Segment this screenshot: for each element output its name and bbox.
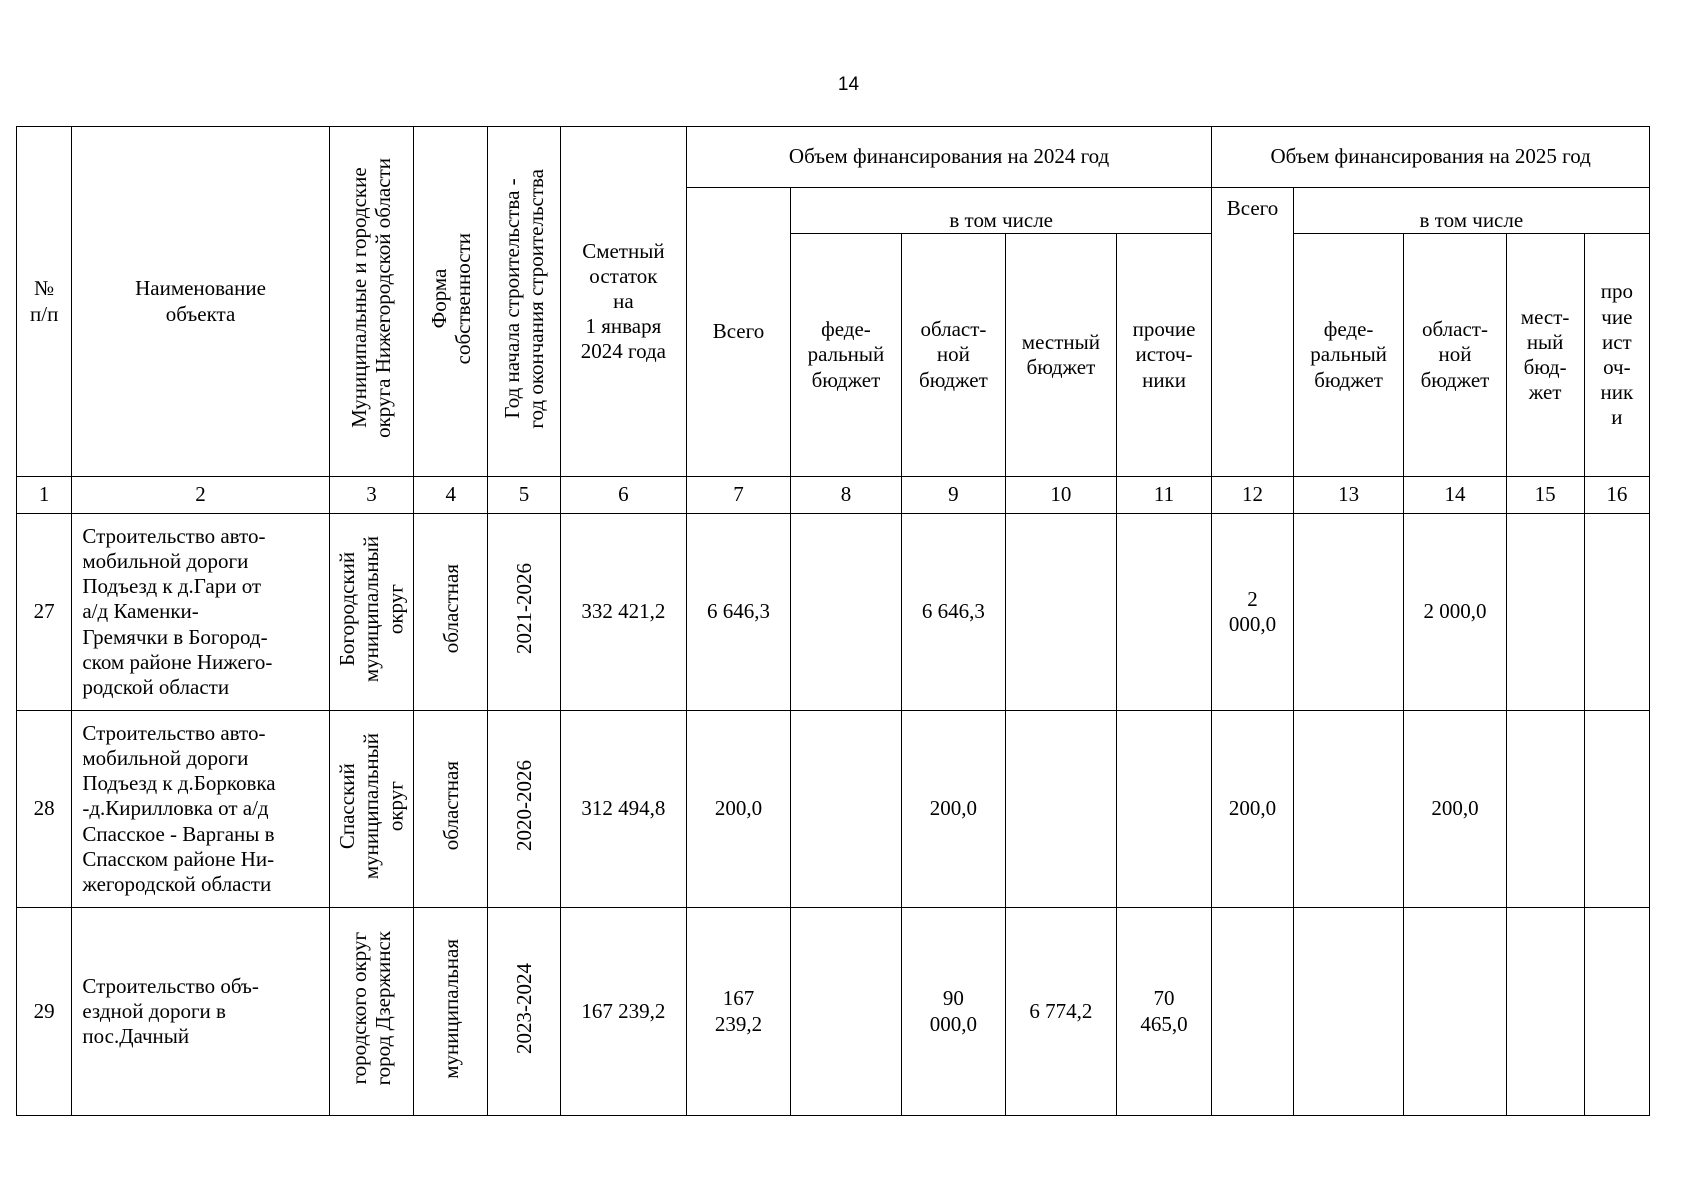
municipality-cell [329, 908, 414, 1116]
object-name: Строительство объ- ездной дороги в пос.Дачный [72, 908, 329, 1116]
municipality-cell [329, 711, 414, 908]
column-number: 14 [1404, 477, 1506, 514]
total-2024: 167 239,2 [686, 908, 790, 1116]
column-number: 2 [72, 477, 329, 514]
ownership: областная [438, 761, 463, 851]
column-number: 9 [901, 477, 1005, 514]
column-number: 4 [414, 477, 488, 514]
row-no: 29 [17, 908, 72, 1116]
other-2025 [1584, 711, 1649, 908]
header-estimate: Сметный остаток на 1 января 2024 года [560, 127, 686, 477]
header-name: Наименование объекта [72, 127, 329, 477]
header-group-2024: Объем финансирования на 2024 год [686, 127, 1211, 188]
column-number: 6 [560, 477, 686, 514]
header-no: № п/п [17, 127, 72, 477]
header-row-1 [17, 127, 1650, 188]
header-group-2025: Объем финансирования на 2025 год [1212, 127, 1650, 188]
column-number: 8 [791, 477, 902, 514]
header-local-2025: мест- ный бюд- жет [1506, 234, 1584, 477]
local-2024 [1006, 711, 1117, 908]
other-2025 [1584, 514, 1649, 711]
column-number: 7 [686, 477, 790, 514]
column-number: 3 [329, 477, 414, 514]
header-federal-2025: феде- ральный бюджет [1293, 234, 1404, 477]
column-number: 13 [1293, 477, 1404, 514]
years-cell [488, 711, 561, 908]
total-2024: 200,0 [686, 711, 790, 908]
regional-2025 [1404, 908, 1506, 1116]
local-2024: 6 774,2 [1006, 908, 1117, 1116]
federal-2025 [1293, 711, 1404, 908]
ownership-cell [414, 711, 488, 908]
local-2025 [1506, 711, 1584, 908]
local-2024 [1006, 514, 1117, 711]
federal-2024 [791, 908, 902, 1116]
municipality: Спасский муниципальный округ [335, 732, 408, 879]
header-municipality: Муниципальные и городские округа Нижегородской области [347, 158, 396, 439]
years: 2021-2026 [511, 563, 536, 655]
total-2025: 2 000,0 [1212, 514, 1293, 711]
header-including-2024: в том числе [791, 188, 1212, 234]
header-regional-2025: област- ной бюджет [1404, 234, 1506, 477]
row-no: 27 [17, 514, 72, 711]
years-cell [488, 514, 561, 711]
column-number: 5 [488, 477, 561, 514]
total-2024: 6 646,3 [686, 514, 790, 711]
header-other-2025: про чие ист оч- ник и [1584, 234, 1649, 477]
header-other-2024: прочие источ- ники [1116, 234, 1212, 477]
estimate: 167 239,2 [560, 908, 686, 1116]
financing-table [16, 126, 1650, 1116]
municipality: городского округ город Дзержинск [347, 931, 396, 1086]
regional-2025: 200,0 [1404, 711, 1506, 908]
other-2025 [1584, 908, 1649, 1116]
header-ownership-cell [414, 127, 488, 477]
header-total-2025: Всего [1212, 188, 1293, 477]
ownership-cell [414, 514, 488, 711]
column-number: 15 [1506, 477, 1584, 514]
object-name: Строительство авто- мобильной дороги Подъезд к д.Борковка -д.Кирилловка от а/д Спасское - Варганы в Спасском районе Ни- жегородской области [72, 711, 329, 908]
regional-2025: 2 000,0 [1404, 514, 1506, 711]
column-numbers-row [17, 477, 1650, 514]
column-number: 1 [17, 477, 72, 514]
table-row [17, 514, 1650, 711]
column-number: 11 [1116, 477, 1212, 514]
municipality-cell [329, 514, 414, 711]
column-number: 16 [1584, 477, 1649, 514]
column-number: 10 [1006, 477, 1117, 514]
estimate: 312 494,8 [560, 711, 686, 908]
regional-2024: 6 646,3 [901, 514, 1005, 711]
header-including-2025: в том числе [1293, 188, 1649, 234]
table-row [17, 711, 1650, 908]
ownership: муниципальная [438, 938, 463, 1079]
regional-2024: 200,0 [901, 711, 1005, 908]
regional-2024: 90 000,0 [901, 908, 1005, 1116]
municipality: Богородский муниципальный округ [335, 535, 408, 682]
federal-2025 [1293, 514, 1404, 711]
ownership: областная [438, 564, 463, 654]
header-years-cell [488, 127, 561, 477]
other-2024 [1116, 711, 1212, 908]
header-ownership: Форма собственности [426, 232, 475, 365]
other-2024: 70 465,0 [1116, 908, 1212, 1116]
header-local-2024: местный бюджет [1006, 234, 1117, 477]
local-2025 [1506, 908, 1584, 1116]
table-row [17, 908, 1650, 1116]
header-regional-2024: област- ной бюджет [901, 234, 1005, 477]
header-municipality-cell [329, 127, 414, 477]
header-total-2024: Всего [686, 188, 790, 477]
estimate: 332 421,2 [560, 514, 686, 711]
row-no: 28 [17, 711, 72, 908]
page-number: 14 [837, 74, 860, 95]
federal-2025 [1293, 908, 1404, 1116]
years-cell [488, 908, 561, 1116]
local-2025 [1506, 514, 1584, 711]
header-federal-2024: феде- ральный бюджет [791, 234, 902, 477]
header-years: Год начала строительства - год окончания строительства [499, 168, 549, 429]
years: 2020-2026 [511, 760, 536, 852]
total-2025: 200,0 [1212, 711, 1293, 908]
federal-2024 [791, 514, 902, 711]
column-number: 12 [1212, 477, 1293, 514]
ownership-cell [414, 908, 488, 1116]
object-name: Строительство авто- мобильной дороги Подъезд к д.Гари от а/д Каменки- Гремячки в Богород- ском районе Нижего- родской области [72, 514, 329, 711]
years: 2023-2024 [511, 962, 536, 1054]
other-2024 [1116, 514, 1212, 711]
total-2025 [1212, 908, 1293, 1116]
federal-2024 [791, 711, 902, 908]
